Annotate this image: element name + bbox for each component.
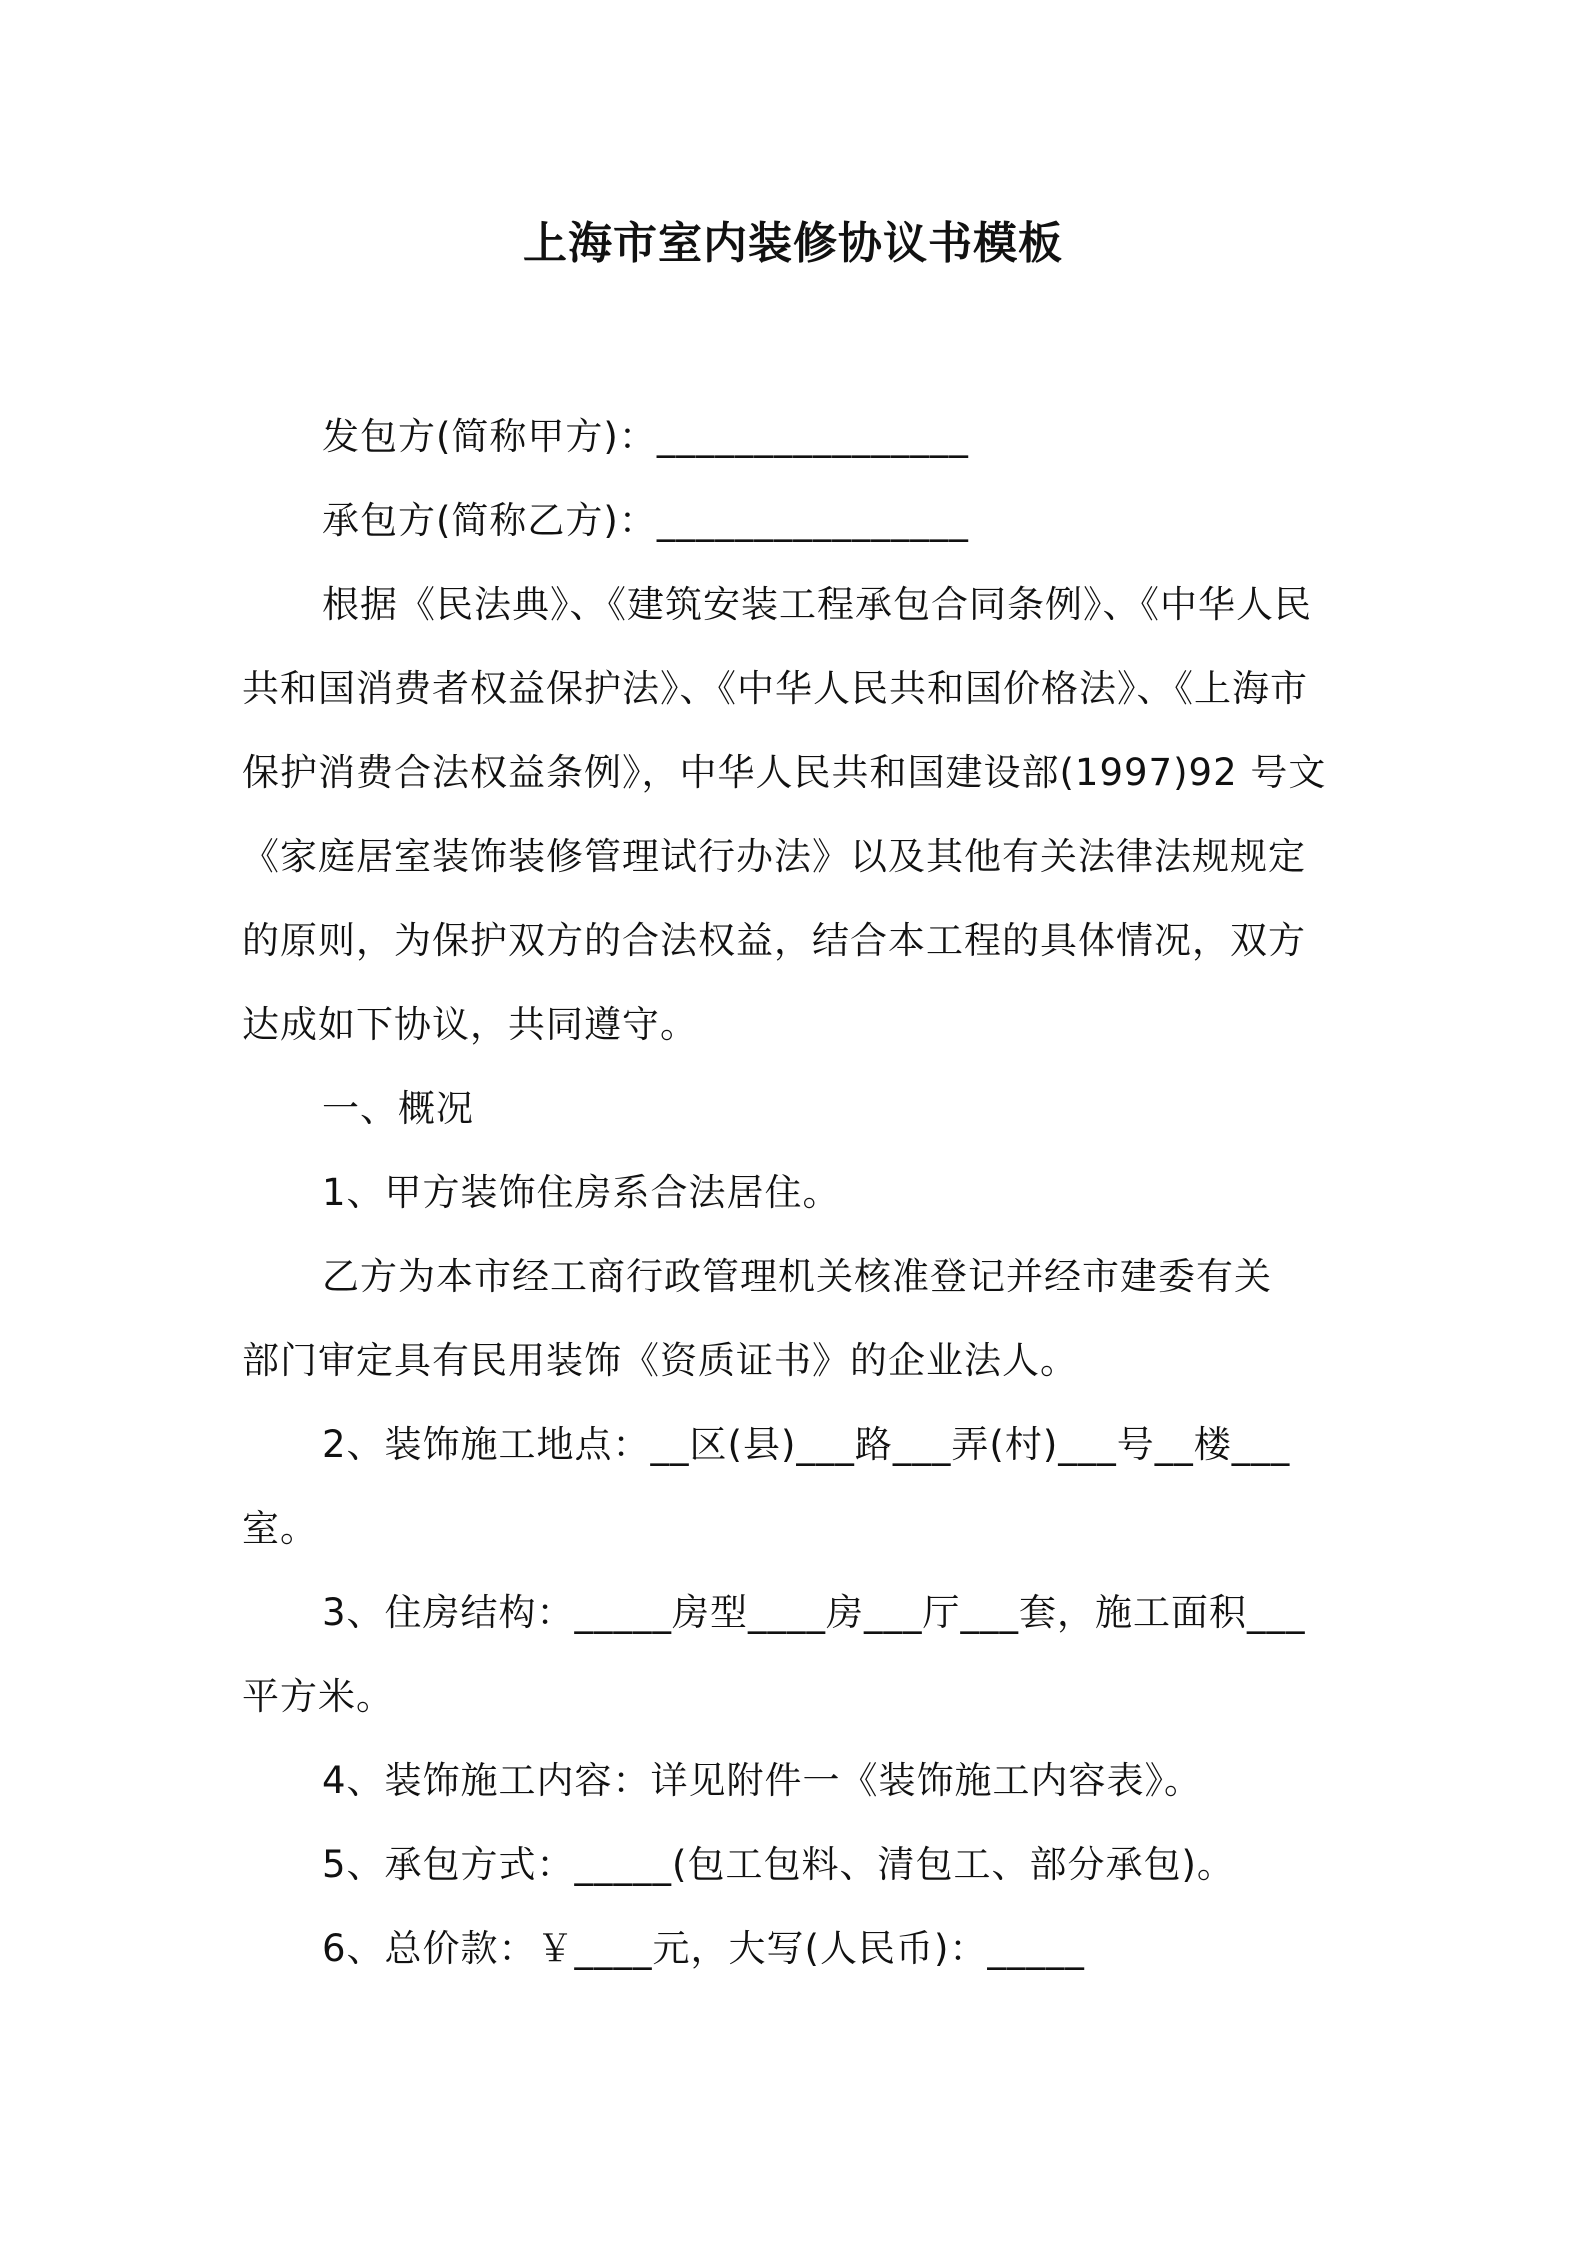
preamble-line-5: 的原则，为保护双方的合法权益，结合本工程的具体情况，双方 <box>242 919 1306 962</box>
preamble-line-4: 《家庭居室装饰装修管理试行办法》以及其他有关法律法规规定 <box>242 835 1306 878</box>
document-title: 上海市室内装修协议书模板 <box>523 218 1063 269</box>
party-a-line: 发包方(简称甲方)：________________ <box>322 415 969 458</box>
preamble-line-3: 保护消费合法权益条例》，中华人民共和国建设部(1997)92 号文 <box>242 751 1327 794</box>
clause-1: 1、甲方装饰住房系合法居住。 <box>322 1171 841 1214</box>
clause-3-line-1: 3、住房结构：_____房型____房___厅___套，施工面积___ <box>322 1591 1306 1634</box>
preamble-line-6: 达成如下协议，共同遵守。 <box>242 1003 698 1046</box>
clause-3-line-2: 平方米。 <box>242 1675 394 1718</box>
clause-1-party-b-line-1: 乙方为本市经工商行政管理机关核准登记并经市建委有关 <box>322 1255 1272 1298</box>
clause-2-line-2: 室。 <box>242 1507 318 1550</box>
clause-2-line-1: 2、装饰施工地点：__区(县)___路___弄(村)___号__楼___ <box>322 1423 1291 1466</box>
section-heading-overview: 一、概况 <box>322 1087 474 1130</box>
preamble-line-1: 根据《民法典》、《建筑安装工程承包合同条例》、《中华人民 <box>322 583 1312 626</box>
clause-5: 5、承包方式：_____(包工包料、清包工、部分承包)。 <box>322 1843 1235 1886</box>
clause-6: 6、总价款：￥____元，大写(人民币)：_____ <box>322 1927 1085 1970</box>
clause-1-party-b-line-2: 部门审定具有民用装饰《资质证书》的企业法人。 <box>242 1339 1078 1382</box>
clause-4: 4、装饰施工内容：详见附件一《装饰施工内容表》。 <box>322 1759 1203 1802</box>
party-b-line: 承包方(简称乙方)：________________ <box>322 499 969 542</box>
preamble-line-2: 共和国消费者权益保护法》、《中华人民共和国价格法》、《上海市 <box>242 667 1308 710</box>
